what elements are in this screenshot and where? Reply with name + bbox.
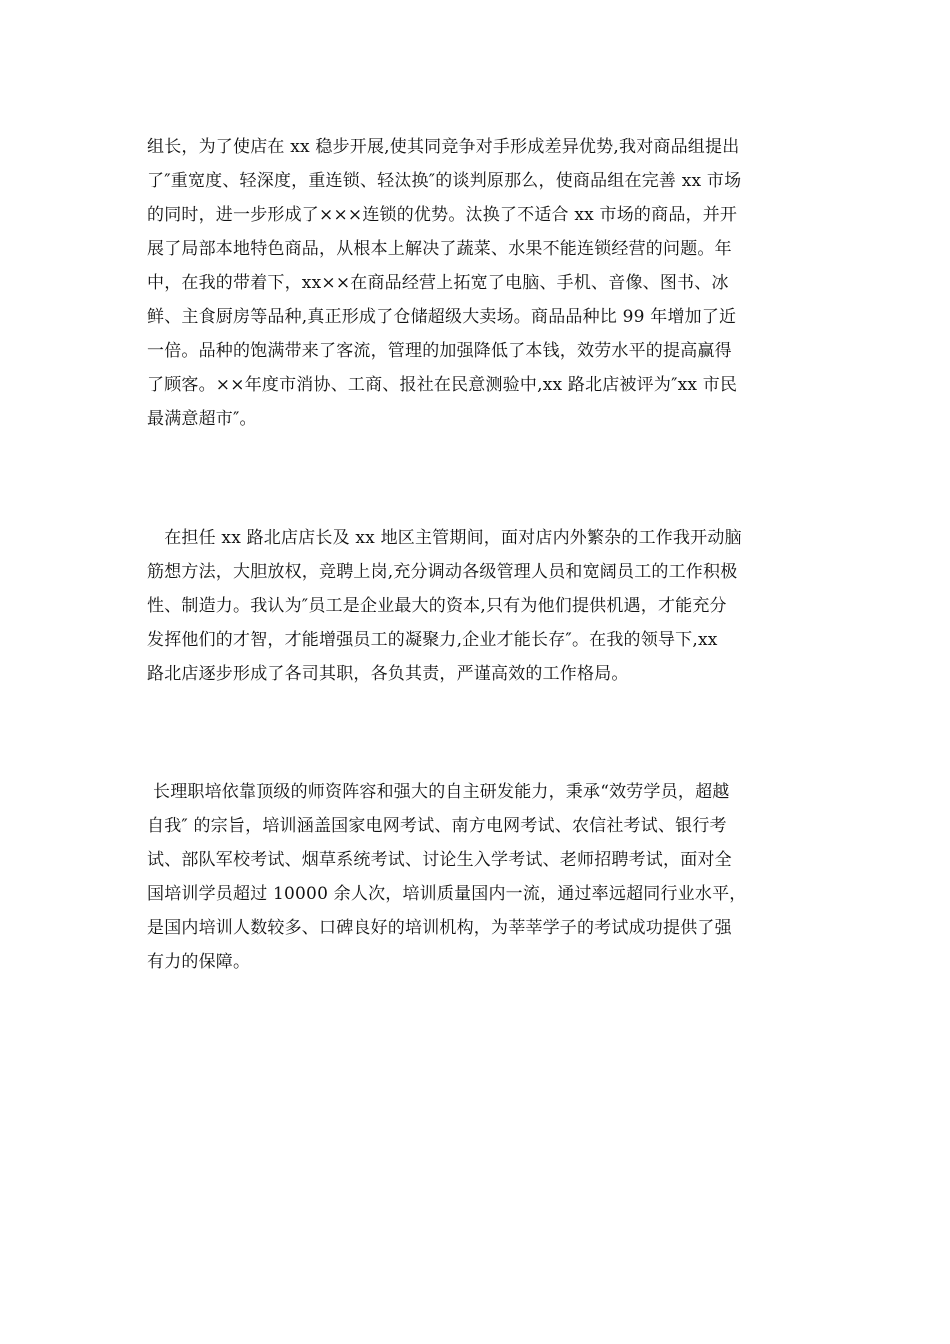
paragraph-3-line-3: 试、部队军校考试、烟草系统考试、讨论生入学考试、老师招聘考试，面对全: [147, 850, 732, 870]
paragraph-1-line-3: 的同时，进一步形成了×××连锁的优势。汰换了不适合 xx 市场的商品，并开: [147, 205, 738, 225]
paragraph-3-line-5: 是国内培训人数较多、口碑良好的培训机构，为莘莘学子的考试成功提供了强: [147, 918, 732, 938]
paragraph-3-line-4: 国培训学员超过 10000 余人次，培训质量国内一流，通过率远超同行业水平，: [147, 884, 747, 904]
paragraph-3-line-1: 长理职培依靠顶级的师资阵容和强大的自主研发能力，秉承“效劳学员，超越: [153, 782, 730, 802]
paragraph-3-line-2: 自我″ 的宗旨，培训涵盖国家电网考试、南方电网考试、农信社考试、银行考: [147, 816, 727, 836]
paragraph-2-line-4: 发挥他们的才智，才能增强员工的凝聚力,企业才能长存″。在我的领导下,xx: [147, 630, 718, 650]
paragraph-1-line-9: 最满意超市″。: [147, 409, 257, 429]
paragraph-2-line-2: 筋想方法，大胆放权，竞聘上岗,充分调动各级管理人员和宽阔员工的工作积极: [147, 562, 738, 582]
paragraph-3-line-6: 有力的保障。: [147, 952, 251, 972]
paragraph-2-line-1: 在担任 xx 路北店店长及 xx 地区主管期间，面对店内外繁杂的工作我开动脑: [147, 528, 742, 548]
paragraph-1-line-5: 中，在我的带着下，xx××在商品经营上拓宽了电脑、手机、音像、图书、冰: [147, 273, 729, 293]
paragraph-1-line-2: 了″重宽度、轻深度，重连锁、轻汰换″的谈判原那么，使商品组在完善 xx 市场: [147, 171, 742, 191]
paragraph-1-line-1: 组长，为了使店在 xx 稳步开展,使其同竞争对手形成差异优势,我对商品组提出: [147, 137, 740, 157]
paragraph-2-line-3: 性、制造力。我认为″员工是企业最大的资本,只有为他们提供机遇，才能充分: [147, 596, 727, 616]
paragraph-1-line-7: 一倍。品种的饱满带来了客流，管理的加强降低了本钱，效劳水平的提高赢得: [147, 341, 732, 361]
paragraph-1-line-6: 鲜、主食厨房等品种,真正形成了仓储超级大卖场。商品品种比 99 年增加了近: [147, 307, 737, 327]
paragraph-1-line-4: 展了局部本地特色商品，从根本上解决了蔬菜、水果不能连锁经营的问题。年: [147, 239, 732, 259]
paragraph-2-line-5: 路北店逐步形成了各司其职，各负其责，严谨高效的工作格局。: [147, 664, 629, 684]
paragraph-1-line-8: 了顾客。××年度市消协、工商、报社在民意测验中,xx 路北店被评为″xx 市民: [147, 375, 738, 395]
